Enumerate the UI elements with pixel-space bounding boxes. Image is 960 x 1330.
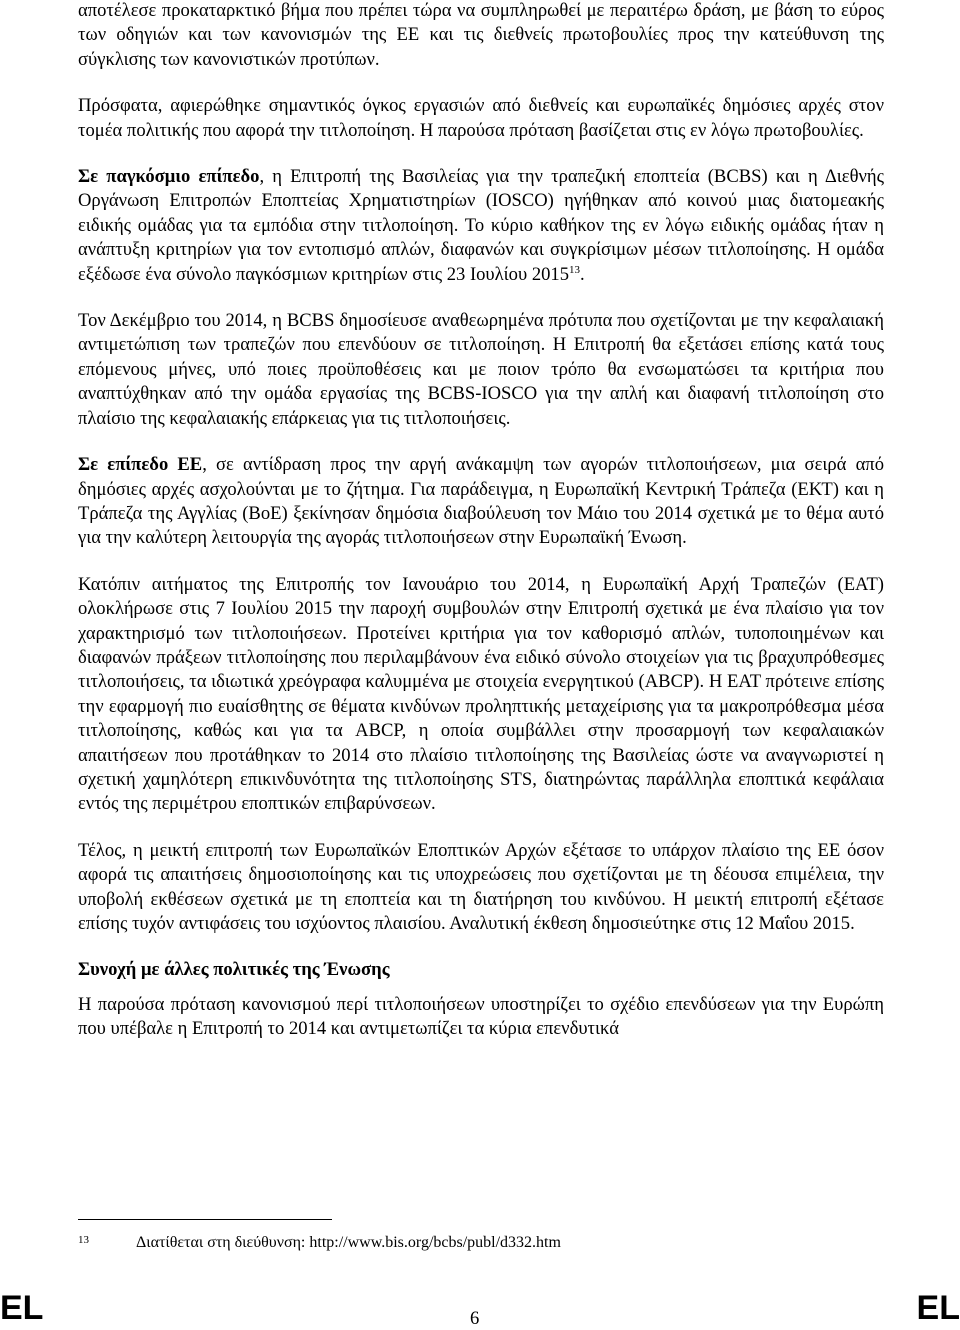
- paragraph-text: αποτέλεσε προκαταρκτικό βήμα που πρέπει τώρα να συμπληρωθεί με περαιτέρω δράση, με βάση το εύρος των οδηγιών και των κανονισμών της ΕΕ και τις διεθνείς πρωτοβουλίες προς την κατεύθυνση της σύγκλισης των κανονιστικών προτύπων.: [78, 0, 884, 70]
- paragraph-text: .: [580, 263, 585, 285]
- footnote-separator: [78, 1219, 332, 1220]
- paragraph: [78, 309, 884, 431]
- paragraph: [78, 0, 884, 72]
- footnote-text[interactable]: Διατίθεται στη διεύθυνση: http://www.bis.org/bcbs/publ/d332.htm: [136, 1234, 561, 1251]
- paragraph-text: Κατόπιν αιτήματος της Επιτροπής τον Ιανουάριο του 2014, η Ευρωπαϊκή Αρχή Τραπεζών (ΕΑΤ) ολοκλήρωσε στις 7 Ιουλίου 2015 την παροχή συμβουλών στην Επιτροπή σχετικά με ένα πλαίσιο για τον χαρακτηρισμό των τιτλοποιήσεων. Προτείνει κριτήρια για τον καθορισμό απλών, τυποποιημένων και διαφανών πράξεων τιτλοποίησης που περιλαμβάνουν ένα ειδικό σύνολο στοιχείων για τις βραχυπρόθεσμες τιτλοποιήσεις, τα ιδιωτικά χρεόγραφα καλυμμένα με στοιχεία ενεργητικού (ABCP). Η ΕΑΤ πρότεινε επίσης την εφαρμογή πιο ευαίσθητης σε θέματα κινδύνων προληπτικής μεταχείρισης για τα μακροπρόθεσμα μέσα τιτλοποίησης, καθώς και για τα ABCP, η οποία συμβάλλει στην προσαρμογή των κεφαλαιακών απαιτήσεων που προτάθηκαν το 2014 στο πλαίσιο τιτλοποίησης της Βασιλείας ώστε να αναγνωριστεί η σχετική χαμηλότερη επικινδυνότητα της τιτλοποίησης STS, διατηρώντας παράλληλα εποπτικά κεφάλαια εντός της περιμέτρου εποπτικών επιβαρύνσεων.: [78, 573, 884, 815]
- body-text: [78, 0, 884, 1064]
- language-code-right: EL: [916, 1289, 960, 1327]
- paragraph: [78, 165, 884, 287]
- paragraph-text: Η παρούσα πρόταση κανονισμού περί τιτλοποιήσεων υποστηρίζει το σχέδιο επενδύσεων για την Ευρώπη που υπέβαλε η Επιτροπή το 2014 και αντιμετωπίζει τα κύρια επενδυτικά: [78, 993, 884, 1040]
- section-heading: Συνοχή με άλλες πολιτικές της Ένωσης: [78, 959, 390, 981]
- paragraph-text: Τέλος, η μεικτή επιτροπή των Ευρωπαϊκών Εποπτικών Αρχών εξέτασε το υπάρχον πλαίσιο της ΕΕ όσον αφορά τις απαιτήσεις δημοσιοποίησης και τις υποχρεώσεις που σχετίζονται με τη δέουσα επιμέλεια, την υποβολή εκθέσεων σχετικά με τη εποπτεία και τη διατήρηση του κινδύνου. Η μεικτή επιτροπή εξέτασε επίσης τυχόν αντιφάσεις του ισχύοντος πλαισίου. Αναλυτική έκθεση δημοσιεύτηκε στις 12 Μαΐου 2015.: [78, 839, 884, 934]
- footnote-reference[interactable]: 13: [569, 263, 581, 276]
- paragraph-text: , η Επιτροπή της Βασιλείας για την τραπεζική εποπτεία (BCBS) και η Διεθνής Οργάνωση Επιτροπών Εποπτείας Χρηματιστηρίων (IOSCO) ηγήθηκαν από κοινού μιας διατομεακής ειδικής ομάδας για τα εμπόδια στην τιτλοποίηση. Το κύριο καθήκον της εν λόγω ειδικής ομάδας ήταν η ανάπτυξη κριτηρίων για τον εντοπισμό απλών, διαφανών και συγκρίσιμων μέσων τιτλοποίησης. Η ομάδα εξέδωσε ένα σύνολο παγκόσμιων κριτηρίων στις 23 Ιουλίου 2015: [78, 166, 884, 285]
- paragraph-text: Πρόσφατα, αφιερώθηκε σημαντικός όγκος εργασιών από διεθνείς και ευρωπαϊκές δημόσιες αρχές στον τομέα πολιτικής που αφορά την τιτλοποίηση. Η παρούσα πρόταση βασίζεται στις εν λόγω πρωτοβουλίες.: [78, 95, 884, 141]
- language-code-left: EL: [0, 1289, 44, 1327]
- paragraph-text: , σε αντίδραση προς την αργή ανάκαμψη των αγορών τιτλοποιήσεων, μια σειρά από δημόσιες αρχές ασχολούνται με το ζήτημα. Για παράδειγμα, η Ευρωπαϊκή Κεντρική Τράπεζα (ΕΚΤ) και η Τράπεζα της Αγγλίας (BoE) ξεκίνησαν δημόσια διαβούλευση τον Μάιο του 2014 σχετικά με το θέμα αυτό για την καλύτερη λειτουργία της αγοράς τιτλοποιήσεων στην Ευρωπαϊκή Ένωση.: [78, 454, 884, 549]
- paragraph-bold-lead: Σε παγκόσμιο επίπεδο: [78, 166, 260, 188]
- page-footer: [0, 1288, 960, 1330]
- paragraph-bold-lead: Σε επίπεδο ΕΕ: [78, 454, 203, 476]
- paragraph-text: Τον Δεκέμβριο του 2014, η BCBS δημοσίευσε αναθεωρημένα πρότυπα που σχετίζονται με την κεφαλαιακή αντιμετώπιση των τραπεζών που επενδύουν σε τιτλοποίηση. Η Επιτροπή θα εξετάσει επίσης κατά τους επόμενους μήνες, υπό ποιες προϋποθέσεις και με ποιον τρόπο θα ενσωματώσει τα κριτήρια που αναπτύχθηκαν από την ομάδα εργασίας της BCBS-IOSCO για την απλή και διαφανή τιτλοποίηση στο πλαίσιο της κεφαλαιακής επάρκειας για τις τιτλοποιήσεις.: [78, 310, 884, 429]
- paragraph: [78, 573, 884, 817]
- paragraph: [78, 839, 884, 937]
- paragraph: [78, 453, 884, 551]
- footnote: [78, 1233, 884, 1253]
- footnote-number: 13: [78, 1234, 89, 1246]
- paragraph: [78, 94, 884, 143]
- paragraph: [78, 993, 884, 1042]
- page-number: 6: [470, 1308, 480, 1329]
